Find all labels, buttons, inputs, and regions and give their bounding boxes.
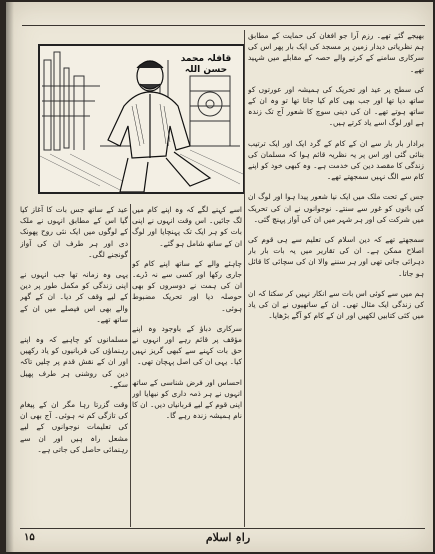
illustration-caption: قافلہ محمد حسن اللہ bbox=[180, 54, 232, 75]
text-column-right bbox=[248, 30, 424, 527]
paragraph: احساس اور فرض شناسی کے ساتھ انہوں نے ہر ذمہ داری کو نبھایا اور اپنی قوم کے لیے قربانیاں دیں۔ ان کا نام ہمیشہ زندہ رہے گا۔ bbox=[132, 377, 242, 421]
magazine-page bbox=[6, 2, 433, 552]
column-divider bbox=[130, 204, 131, 527]
bottom-rule bbox=[20, 528, 425, 529]
paragraph: عید کے ساتھ جس بات کا آغاز کیا گیا اس کے مطابق انہوں نے ملک کے لوگوں میں ایک نئی روح پھونک دی اور ہر طرف ان کی آواز گونجنے لگی۔ bbox=[20, 205, 128, 259]
paragraph: جس کے تحت ملک میں ایک نیا شعور پیدا ہوا اور لوگ ان کی باتوں کو غور سے سنتے۔ نوجوانوں نے ان کی تحریک میں شرکت کی اور ہر شہر میں ان کی آواز پہنچ گئی۔ bbox=[248, 192, 424, 224]
paragraph: ہم میں سے کوئی اس بات سے انکار نہیں کر سکتا کہ ان کی زندگی ایک مثال تھی۔ ان کے ساتھیوں نے ان کی یاد میں کئی کتابیں لکھیں اور ان کے کام کو آگے بڑھایا۔ bbox=[248, 288, 424, 321]
page-number: ۱۵ bbox=[24, 532, 35, 543]
paragraph: سمجھتے تھے کہ دین اسلام کی تعلیم سے ہی قوم کی اصلاح ممکن ہے۔ ان کی تقاریر میں یہ بات بار بار دہرائی جاتی تھی اور ہر سننے والا ان کی سچائی کا قائل ہو جاتا۔ bbox=[248, 235, 424, 278]
paragraph: یہی وہ زمانہ تھا جب انہوں نے اپنی زندگی کو مکمل طور پر دین کے لیے وقف کر دیا۔ ان کے گھر والے بھی اس فیصلے میں ان کے ساتھ تھے۔ bbox=[20, 270, 128, 324]
magazine-title: راہِ اسلام bbox=[205, 531, 251, 544]
paragraph: اسے کہنے لگے کہ وہ اپنے کام میں لگ جائیں۔ اس وقت انہوں نے اپنی بات کو ہر ایک تک پہنچایا اور لوگ ان کے ساتھ شامل ہو گئے۔ bbox=[132, 205, 242, 248]
paragraph: وقت گزرتا رہا مگر ان کے پیغام کی تازگی کم نہ ہوئی۔ آج بھی ان کی تعلیمات نوجوانوں کے لیے مشعل راہ ہیں اور ان سے رہنمائی حاصل کی جاتی ہے۔ bbox=[20, 400, 128, 454]
illustration bbox=[38, 44, 245, 194]
paragraph: بھیجے گئے تھے۔ رزم آرا جو افغان کی حمایت کے مطابق ہم نظریاتی دیدار زمین پر مسجد کی ایک بار پھر اس کی سرکاری سامنے کے کرنے والے حصہ کے مقابلے میں شہید تھے۔ bbox=[248, 31, 424, 74]
paragraph: سرکاری دباؤ کے باوجود وہ اپنے مؤقف پر قائم رہے اور انہوں نے حق بات کہنے سے کبھی گریز نہیں کیا۔ یہی ان کی اصل پہچان تھی۔ bbox=[132, 323, 242, 367]
column-divider bbox=[244, 30, 245, 527]
top-rule bbox=[22, 25, 425, 26]
paragraph: مسلمانوں کو چاہیے کہ وہ اپنے رہنماؤں کی قربانیوں کو یاد رکھیں اور ان کے نقش قدم پر چلیں تاکہ دین کی روشنی ہر طرف پھیل سکے۔ bbox=[20, 335, 128, 389]
paragraph: کی سطح پر عید اور تحریک کی ہمیشہ اور عورتوں کو ساتھ دیا تھا اور جب بھی کام کیا جاتا تھا تو وہ ان کے ساتھ ہوتے تھے۔ ان کی دینی سوچ کا شعور آج تک زندہ ہے اور لوگ اسے یاد کرتے ہیں۔ bbox=[248, 84, 424, 128]
paragraph: برادار بار بار سے ان کے کام کے گرد ایک اور ایک ترتیب بنائی گئی اور اس پر یہ نظریہ قائم ہوا کہ مسلمان کی زندگی کا مقصد دین کی خدمت ہے۔ وہ کبھی خود کو اپنے کام سے الگ نہیں سمجھتے تھے۔ bbox=[248, 138, 424, 182]
text-column-middle bbox=[132, 204, 242, 527]
text-column-left bbox=[20, 204, 128, 527]
binding-shadow bbox=[6, 2, 14, 552]
paragraph: چاہئے والے کے ساتھ اپنے کام کو جاری رکھا اور کسی سے نہ ڈرے۔ ان کی ہمت نے دوسروں کو بھی حوصلہ دیا اور تحریک مضبوط ہوئی۔ bbox=[132, 258, 242, 313]
